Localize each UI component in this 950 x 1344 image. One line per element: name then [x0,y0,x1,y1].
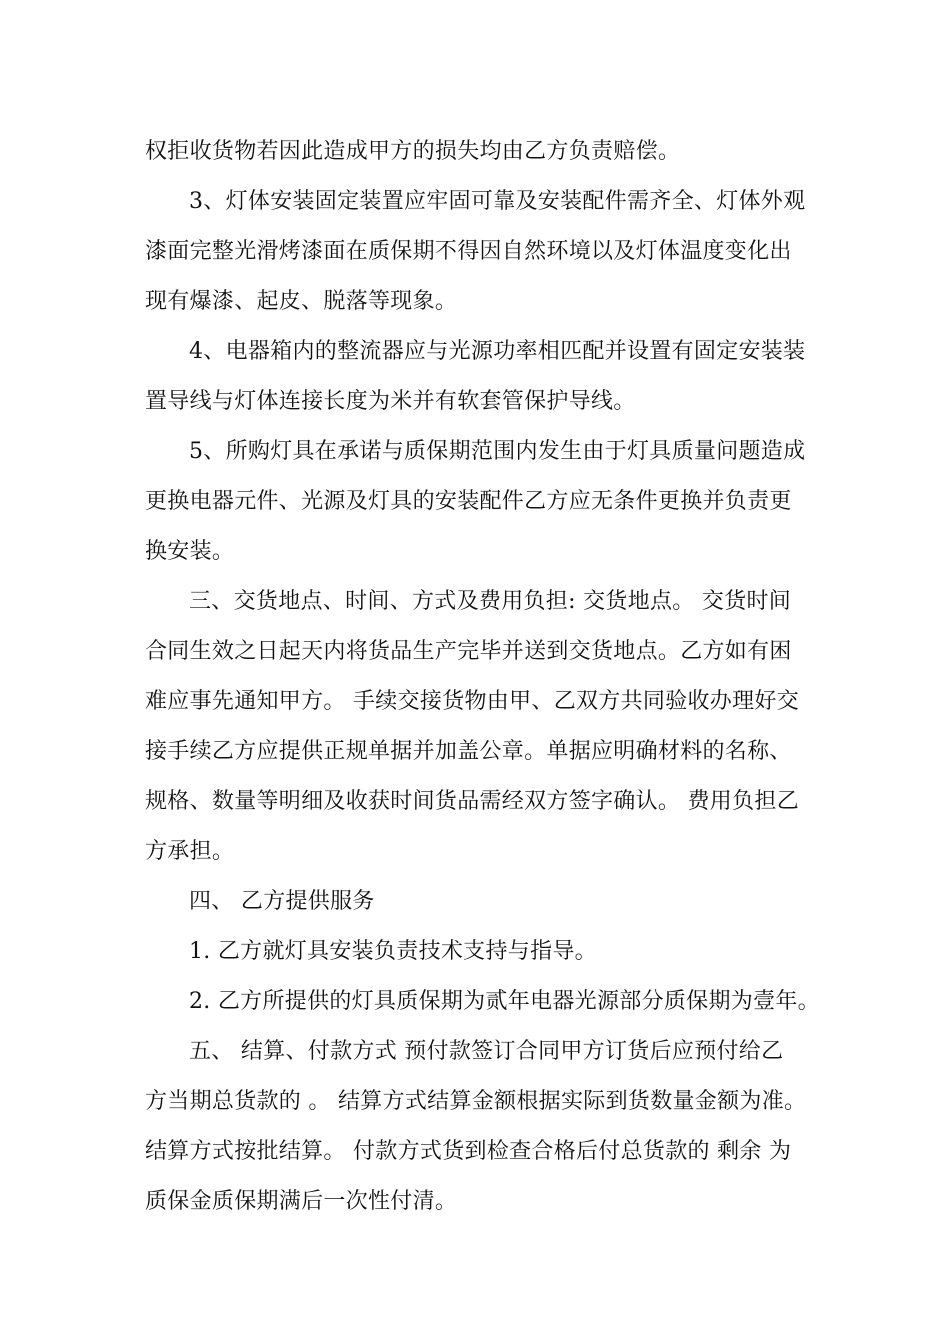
text-line: 4、电器箱内的整流器应与光源功率相匹配并设置有固定安装装 [189,339,806,364]
section-heading-line: 五、 结算、付款方式 预付款签订合同甲方订货后应预付给乙 [189,1039,784,1064]
text-line: 置导线与灯体连接长度为米并有软套管保护导线。 [145,389,636,414]
text-line: 难应事先通知甲方。 手续交接货物由甲、乙双方共同验收办理好交 [145,689,799,714]
text-line: 更换电器元件、光源及灯具的安装配件乙方应无条件更换并负责更 [145,489,792,514]
section-heading-line: 三、交货地点、时间、方式及费用负担: 交货地点。 交货时间 [189,589,792,614]
text-line: 合同生效之日起天内将货品生产完毕并送到交货地点。乙方如有困 [145,639,792,664]
list-item-line: 1. 乙方就灯具安装负责技术支持与指导。 [189,939,597,964]
text-line: 3、灯体安装固定装置应牢固可靠及安装配件需齐全、灯体外观 [189,189,806,214]
text-line: 权拒收货物若因此造成甲方的损失均由乙方负责赔偿。 [145,139,681,164]
text-line: 漆面完整光滑烤漆面在质保期不得因自然环境以及灯体温度变化出 [145,239,792,264]
document-body [145,132,821,1232]
text-line: 换安装。 [145,539,235,564]
text-line: 接手续乙方应提供正规单据并加盖公章。单据应明确材料的名称、 [145,739,792,764]
text-line: 5、所购灯具在承诺与质保期范围内发生由于灯具质量问题造成 [189,439,806,464]
list-item-line: 2. 乙方所提供的灯具质保期为贰年电器光源部分质保期为壹年。 [189,989,820,1014]
text-line: 质保金质保期满后一次性付清。 [145,1189,458,1214]
text-line: 规格、数量等明细及收获时间货品需经双方签字确认。 费用负担乙 [145,789,799,814]
text-line: 方当期总货款的 。 结算方式结算金额根据实际到货数量金额为准。 [145,1089,807,1114]
text-line: 方承担。 [145,839,235,864]
section-heading-line: 四、 乙方提供服务 [189,889,375,914]
text-line: 结算方式按批结算。 付款方式货到检查合格后付总货款的 剩余 为 [145,1139,792,1164]
text-line: 现有爆漆、起皮、脱落等现象。 [145,289,458,314]
